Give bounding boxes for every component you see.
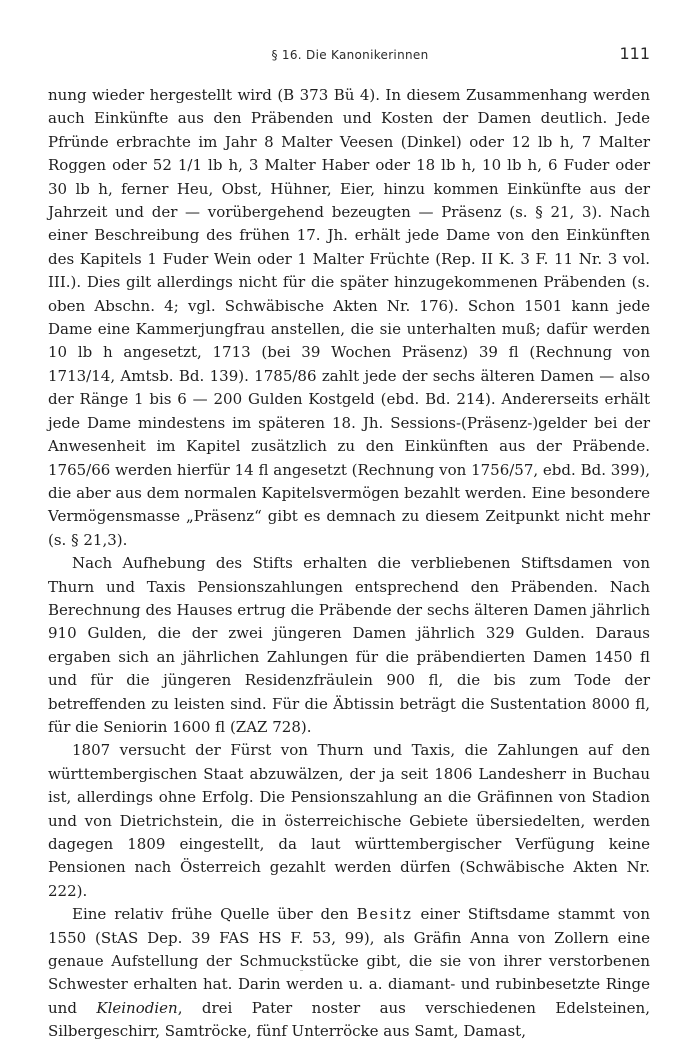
page-speck [300,970,303,971]
paragraph-state-payments: 1807 versucht der Fürst von Thurn und Taxis, die Zahlungen auf den württembergischen Staat abzuwälzen, der ja seit 1806 Landesherr in Buchau ist, allerdings ohne Erfolg. Die Pensionszahlung an die Gräfinnen von Stadion und von Dietrichstein, die in österreichische Gebiete übersiedelten, werden dagegen 1809 eingestellt, da laut württembergischer Verfügung keine Pensionen nach Österreich gezahlt werden dürfen (Schwäbische Akten Nr. 222). [48,741,650,900]
body-text [48,84,650,1044]
paragraph-pensions: Nach Aufhebung des Stifts erhalten die verbliebenen Stiftsdamen von Thurn und Taxis Pensionszahlungen entsprechend den Präbenden. Nach Berechnung des Hauses ertrug die Präbende der sechs älteren Damen jährlich 910 Gulden, die der zwei jüngeren Damen jährlich 329 Gulden. Daraus ergaben sich an jährlichen Zahlungen für die präbendierten Damen 1450 fl und für die jüngeren Residenzfräulein 900 fl, die bis zum Tode der betreffenden zu leisten sind. Für die Äbtissin beträgt die Sustentation 8000 fl, für die Seniorin 1600 fl (ZAZ 728). [48,554,650,736]
possessions-text-end: , drei Pater noster aus verschiedenen Edelsteinen, Silbergeschirr, Samtröcke, fünf Unterröcke aus Samt, Damast, [48,998,650,1041]
possessions-text-middle: einer Stiftsdame stammt von 1550 (StAS Dep. 39 FAS HS F. 53, 99), als Gräfin Anna von Zollern eine genaue Aufstellung der Schmuckstücke gibt, die sie von ihrer verstorbenen Schwester erhalten hat. Darin werden u. a. diamant- und rubinbesetzte Ringe und [48,905,650,1017]
spaced-term-besitz: Besitz [356,905,413,924]
running-head [48,44,652,68]
italic-term-kleinodien: Kleinodien [96,998,178,1017]
possessions-text-start: Eine relativ frühe Quelle über den [72,905,357,924]
running-title: § 16. Die Kanonikerinnen [271,48,429,62]
paragraph-possessions [48,903,650,1043]
paragraph-prebend-income: nung wieder hergestellt wird (B 373 Bü 4). In diesem Zusammenhang werden auch Einkünfte aus den Präbenden und Kosten der Damen deutlich. Jede Pfründe erbrachte im Jahr 8 Malter Veesen (Dinkel) oder 12 lb h, 7 Malter Roggen oder 52 1/1 lb h, 3 Malter Haber oder 18 lb h, 10 lb h, 6 Fuder oder 30 lb h, ferner Heu, Obst, Hühner, Eier, hinzu kommen Einkünfte aus der Jahrzeit und der — vorübergehend bezeugten — Präsenz (s. § 21, 3). Nach einer Beschreibung des frühen 17. Jh. erhält jede Dame von den Einkünften des Kapitels 1 Fuder Wein oder 1 Malter Früchte (Rep. II K. 3 F. 11 Nr. 3 vol. III.). Dies gilt allerdings nicht für die später hinzugekommenen Präbenden (s. oben Abschn. 4; vgl. Schwäbische Akten Nr. 176). Schon 1501 kann jede Dame eine Kammerjungfrau anstellen, die sie unterhalten muß; dafür werden 10 lb h angesetzt, 1713 (bei 39 Wochen Präsenz) 39 fl (Rechnung von 1713/14, Amtsb. Bd. 139). 1785/86 zahlt jede der sechs älteren Damen — also der Ränge 1 bis 6 — 200 Gulden Kostgeld (ebd. Bd. 214). Andererseits erhält jede Dame mindestens im späteren 18. Jh. Sessions-(Präsenz-)gelder bei der Anwesenheit im Kapitel zusätzlich zu den Einkünften aus der Präbende. 1765/66 werden hierfür 14 fl angesetzt (Rechnung von 1756/57, ebd. Bd. 399), die aber aus dem normalen Kapitelsvermögen bezahlt werden. Eine besondere Vermögensmasse „Präsenz“ gibt es demnach zu diesem Zeitpunkt nicht mehr (s. § 21,3). [48,86,650,549]
page-number: 111 [619,44,650,63]
